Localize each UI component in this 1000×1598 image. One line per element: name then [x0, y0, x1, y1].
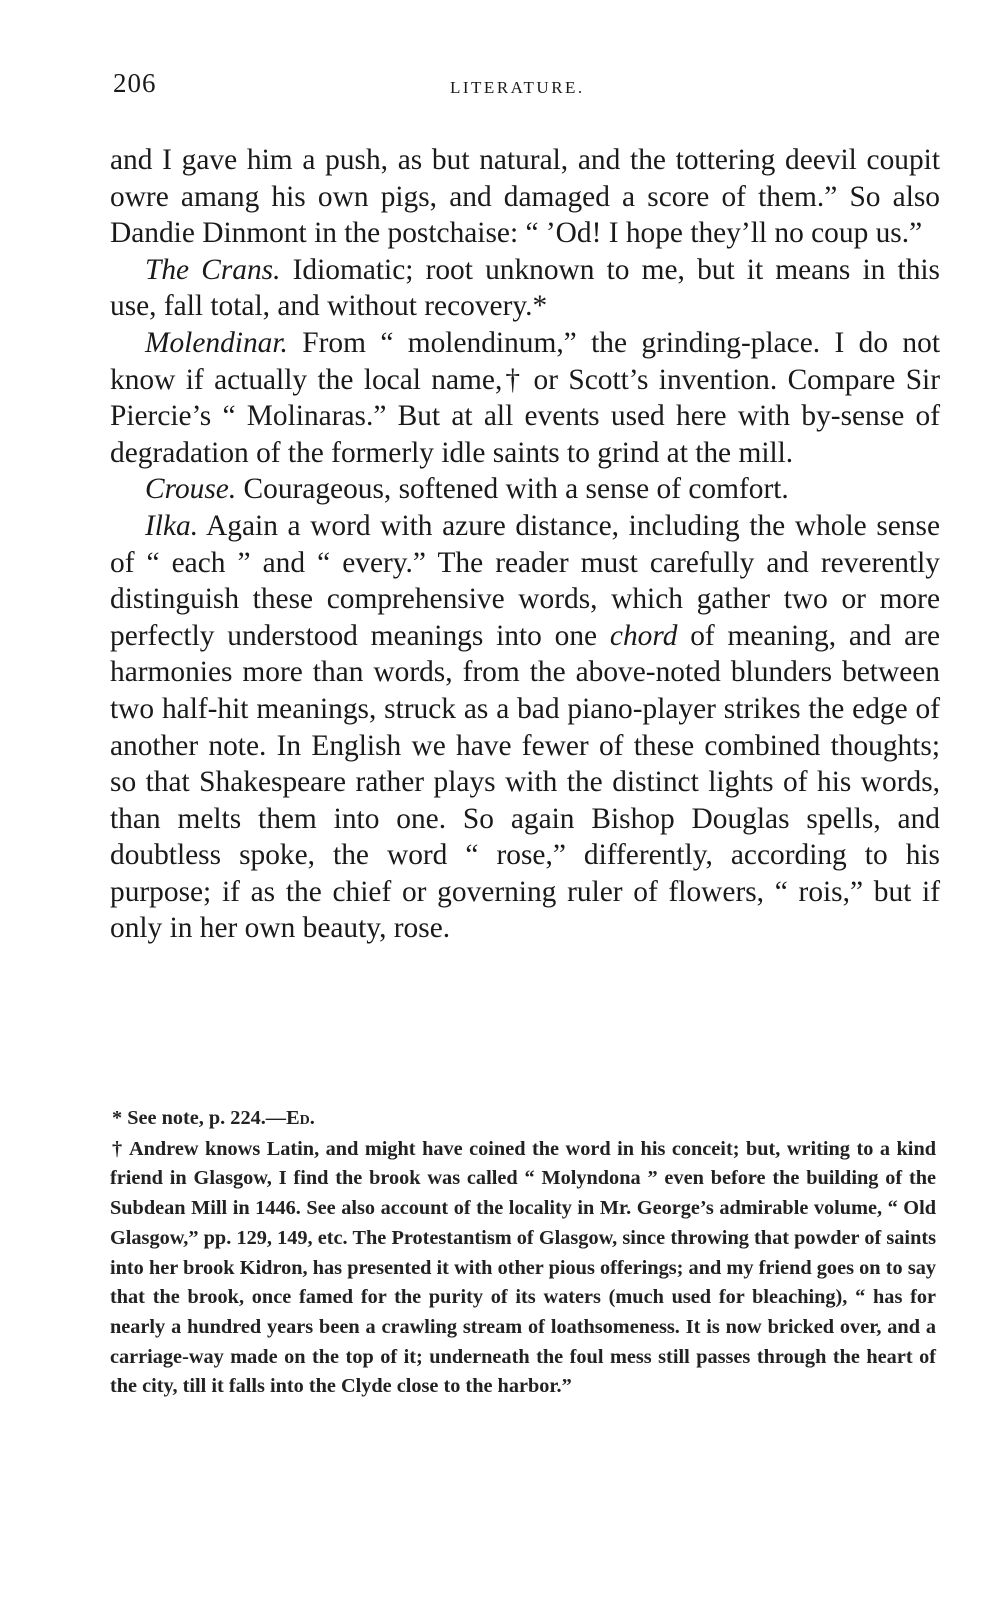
entry-crouse: [110, 471, 940, 508]
entry-text: Courageous, softened with a sense of comfort.: [236, 473, 789, 506]
entry-ilka: [110, 508, 940, 947]
editor-abbrev: Ed.: [286, 1107, 315, 1129]
entry-text: Again a word with azure distance, including the whole sense of “ each ” and “ every.” The reader must carefully and reverently distinguish these comprehensive words, which gather two or more perfectly understood meanings into one: [110, 509, 940, 652]
footnote-text: † Andrew knows Latin, and might have coined the word in his conceit; but, writing to a kind friend in Glasgow, I find the brook was called “ Molyndona ” even before the building of the Subdean Mill in 1446. See also account of the locality in Mr. George’s admirable volume, “ Old Glasgow,” pp. 129, 149, etc. The Protestantism of Glasgow, since throwing that powder of saints into her brook Kidron, has presented it with other pious offerings; and my friend goes on to say that the brook, once famed for the purity of its waters (much used for bleaching), “ has for nearly a hundred years been a crawling stream of loathsomeness. It is now bricked over, and a carriage-way made on the top of it; underneath the foul mess still passes through the heart of the city, till it falls into the Clyde close to the harbor.”: [110, 1137, 936, 1398]
page-number: 206: [113, 68, 157, 98]
footnotes: [110, 1104, 936, 1402]
emphasis-chord: chord: [609, 619, 678, 652]
running-head: [113, 68, 941, 108]
entry-term: Ilka.: [145, 509, 199, 542]
paragraph-continuation: [110, 142, 940, 252]
entry-crans: [110, 252, 940, 325]
entry-molendinar: [110, 325, 940, 471]
body-text: [110, 142, 940, 947]
entry-term: Crouse.: [145, 473, 237, 506]
running-title: LITERATURE.: [450, 78, 585, 97]
footnote-text: * See note, p. 224.—: [112, 1107, 287, 1129]
paragraph-text: and I gave him a push, as but natural, and the tottering deevil coupit owre amang his own pigs, and damaged a score of them.” So also Dandie Dinmont in the postchaise: “ ’Od! I hope they’ll no coup us.”: [110, 144, 940, 250]
footnote-asterisk: [110, 1104, 936, 1134]
entry-term: The Crans.: [145, 253, 281, 286]
entry-term: Molendinar.: [145, 326, 288, 359]
footnote-dagger: [110, 1135, 936, 1402]
entry-text: Idiomatic; root unknown to me, but it means in this use, fall total, and without recovery.*: [110, 253, 940, 323]
entry-text: From “ molendinum,” the grinding-place. I do not know if actually the local name,† or Scott’s invention. Compare Sir Piercie’s “ Molinaras.” But at all events used here with by-sense of degradation of the formerly idle saints to grind at the mill.: [110, 326, 940, 469]
entry-text: of meaning, and are harmonies more than words, from the above-noted blunders between two half-hit meanings, struck as a bad piano-player strikes the edge of another note. In English we have fewer of these combined thoughts; so that Shakespeare rather plays with the distinct lights of his words, than melts them into one. So again Bishop Douglas spells, and doubtless spoke, the word “ rose,” differently, according to his purpose; if as the chief or governing ruler of flowers, “ rois,” but if only in her own beauty, rose.: [110, 619, 940, 945]
